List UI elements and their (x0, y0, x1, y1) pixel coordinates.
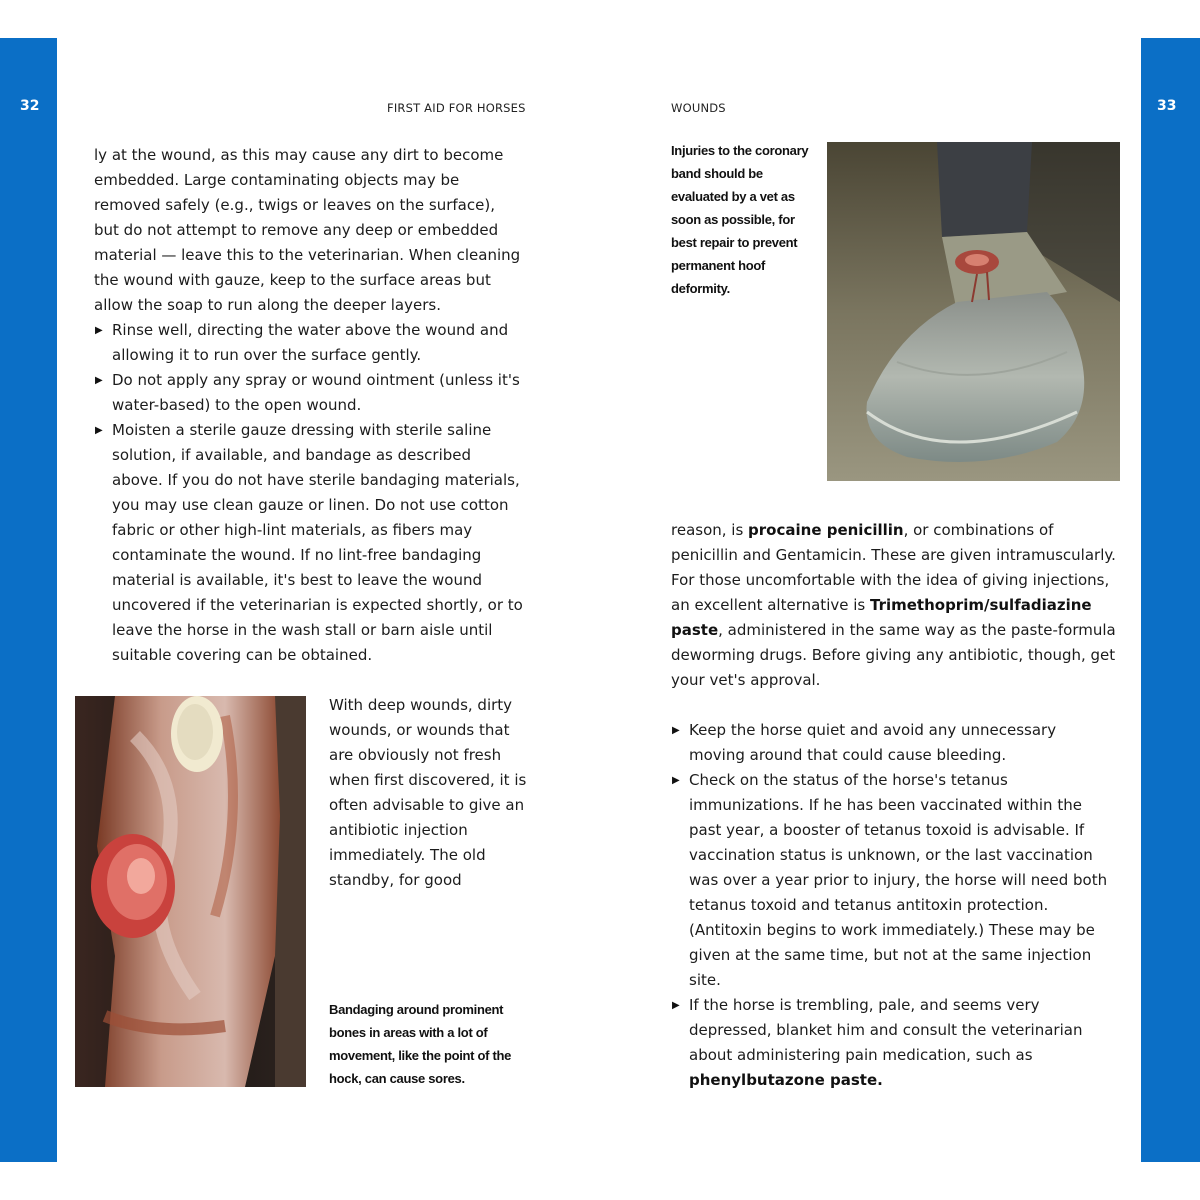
antibiotic-text-1: reason, is (671, 521, 749, 539)
left-bullet-list (94, 318, 524, 668)
left-page-number: 32 (20, 98, 40, 114)
left-page-color-bar (0, 38, 57, 1162)
antibiotic-text-3: , administered in the same way as the paste-formula deworming drugs. Before giving any antibiotic, though, get your vet's approval. (671, 621, 1116, 689)
hock-wound-photo (75, 696, 306, 1087)
right-running-header: WOUNDS (671, 101, 726, 115)
left-bullet-1: ▶ Rinse well, directing the water above the wound and allowing it to run over the surface gently. (94, 318, 524, 368)
right-page-color-bar (1141, 38, 1200, 1162)
right-bullet-3-text: If the horse is trembling, pale, and seems very depressed, blanket him and consult the veterinarian about administering pain medication, such as (689, 996, 1083, 1064)
left-running-header: FIRST AID FOR HORSES (387, 101, 526, 115)
hock-photo-caption: Bandaging around prominent bones in areas with a lot of movement, like the point of the hock, can cause sores. (329, 1002, 512, 1086)
left-intro-paragraph: ly at the wound, as this may cause any dirt to become embedded. Large contaminating objects may be removed safely (e.g., twigs or leaves on the surface), but do not attempt to remove any deep or embedded material — leave this to the veterinarian. When cleaning the wound with gauze, keep to the surface areas but allow the soap to run along the deeper layers. (94, 146, 521, 314)
antibiotic-paragraph (671, 518, 1116, 693)
left-main-column (94, 143, 524, 668)
phenylbutazone-bold: phenylbutazone paste. (689, 1071, 883, 1089)
procaine-penicillin-bold: procaine penicillin (748, 521, 904, 539)
right-main-column (671, 518, 1116, 1093)
hoof-injury-photo (827, 142, 1120, 481)
left-bullet-3: ▶ Moisten a sterile gauze dressing with sterile saline solution, if available, and bandage as described above. If you do not have sterile bandaging materials, you may use clean gauze or linen. Do not use cotton fabric or other high-lint materials, as fibers may contaminate the wound. If no lint-free bandaging material is available, it's best to leave the wound uncovered if the veterinarian is expected shortly, or to leave the horse in the wash stall or barn aisle until suitable covering can be obtained. (94, 418, 524, 668)
antibiotic-text-2: , or combinations of penicillin and Gentamicin. These are given intramuscularly. For those uncomfortable with the idea of giving injections, an excellent alternative is (671, 521, 1116, 614)
right-bullet-3 (671, 993, 1116, 1093)
trimethoprim-bold: Trimethoprim/sulfadiazine paste (671, 596, 1092, 639)
left-side-text: With deep wounds, dirty wounds, or wounds that are obviously not fresh when first discovered, it is often advisable to give an antibiotic injection immediately. The old standby, for good (329, 696, 527, 889)
right-page-number: 33 (1157, 98, 1177, 114)
hoof-photo-caption: Injuries to the coronary band should be evaluated by a vet as soon as possible, for best repair to prevent permanent hoof deformity. (671, 143, 809, 296)
right-bullet-list (671, 718, 1116, 1093)
right-bullet-2: ▶ Check on the status of the horse's tetanus immunizations. If he has been vaccinated within the past year, a booster of tetanus toxoid is advisable. If vaccination status is unknown, or the last vaccination was over a year prior to injury, the horse will need both tetanus toxoid and tetanus antitoxin protection. (Antitoxin begins to work immediately.) These may be given at the same time, but not at the same injection site. (671, 768, 1116, 993)
right-bullet-1: ▶ Keep the horse quiet and avoid any unnecessary moving around that could cause bleeding. (671, 718, 1116, 768)
left-bullet-2: ▶ Do not apply any spray or wound ointment (unless it's water-based) to the open wound. (94, 368, 524, 418)
